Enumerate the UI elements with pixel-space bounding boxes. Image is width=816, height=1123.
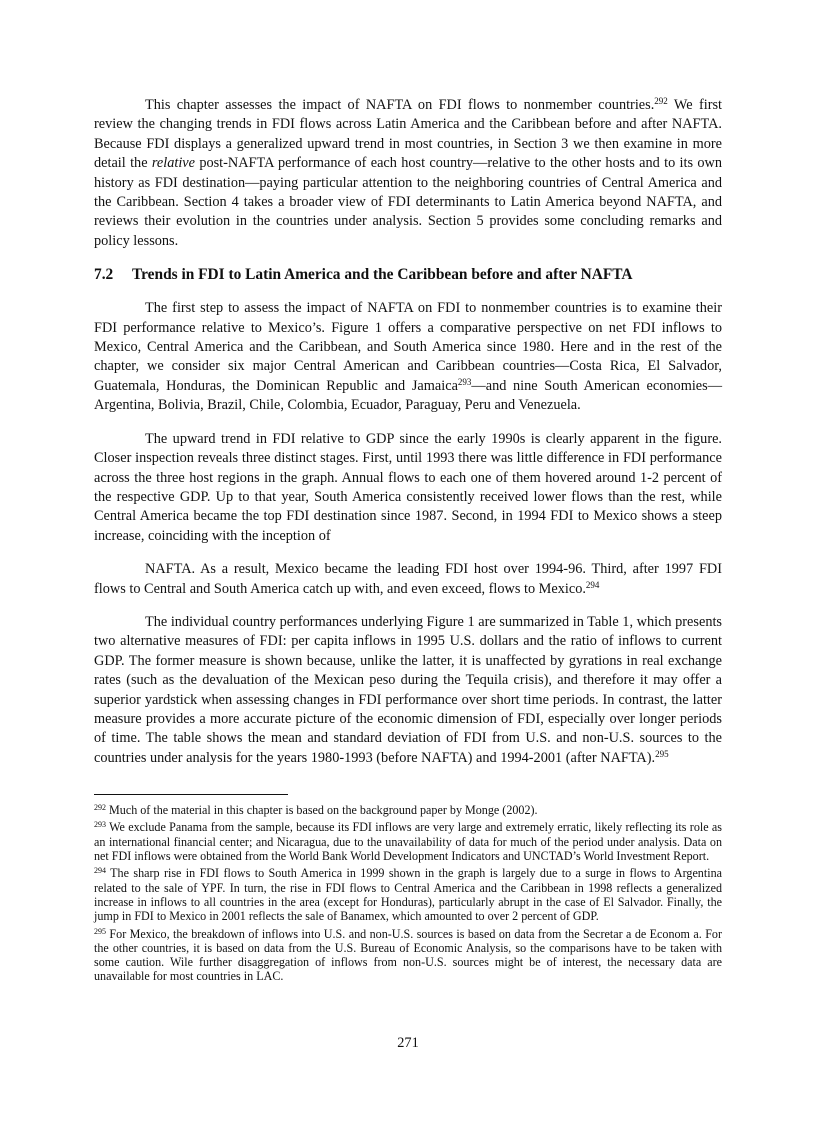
footnote-text: For Mexico, the breakdown of inflows into U.S. and non-U.S. sources is based on data from the Secretar a de Econom a. For the other countries, it is based on data from the U.S. Bureau of Economic Analysis, so the comparisons have to be taken with some caution. Wile further disaggregation of inflows from non-U.S. sources might be of interest, the necessary data are unavailable for most countries in LAC. — [94, 926, 722, 984]
footnote-292 — [94, 803, 722, 817]
paragraph-text: We first review the changing trends in FDI flows across Latin America and the Caribbean before and after NAFTA. Because FDI displays a generalized upward trend in most countries, in Section 3 we then examine in more detail the — [94, 97, 722, 172]
footnote-divider — [94, 794, 288, 795]
paragraph-nafta-result — [94, 560, 722, 599]
footnote-number: 293 — [94, 820, 106, 830]
paragraph-upward-trend: The upward trend in FDI relative to GDP since the early 1990s is clearly apparent in the figure. Closer inspection reveals three distinct stages. First, until 1993 there was little difference in FDI performance across the three host regions in the graph. Annual flows to each one of them hovered around 1-2 percent of the respective GDP. Up to that year, South America consistently received lower flows than the rest, while Central America became the top FDI destination since 1987. Second, in 1994 FDI to Mexico shows a steep increase, coinciding with the inception of — [94, 430, 722, 544]
footnote-ref-292[interactable]: 292 — [654, 96, 668, 106]
footnote-text: We exclude Panama from the sample, because its FDI inflows are very large and extremely erratic, likely reflecting its role as an international financial center; and Nicaragua, due to the unavailability of data for much of the period under analysis. Data on net FDI inflows were obtained from the World Bank World Development Indicators and UNCTAD’s World Investment Report. — [94, 820, 722, 864]
paragraph-text: NAFTA. As a result, Mexico became the leading FDI host over 1994-96. Third, after 1997 FDI flows to Central and South America catch up with, and even exceed, flows to Mexico. — [94, 561, 722, 597]
footnote-ref-295[interactable]: 295 — [655, 748, 669, 759]
footnote-text: Much of the material in this chapter is based on the background paper by Monge (2002). — [106, 803, 538, 818]
paragraph-text: This chapter assesses the impact of NAFTA on FDI flows to nonmember countries. — [145, 97, 655, 113]
footnote-number: 295 — [94, 926, 106, 936]
footnote-text: The sharp rise in FDI flows to South America in 1999 shown in the graph is largely due to a surge in flows to Argentina related to the sale of YPF. In turn, the rise in FDI flows to Central America and the Caribbean in 1998 reflects a generalized increase in inflows to all countries in the area (except for Honduras), particularly abrupt in the case of El Salvador. Finally, the jump in FDI to Mexico in 2001 reflects the sale of Banamex, which amounted to over 2 percent of GDP. — [94, 866, 722, 924]
paragraph-individual — [94, 613, 722, 768]
footnote-number: 292 — [94, 803, 106, 813]
section-heading — [94, 265, 722, 285]
paragraph-intro — [94, 96, 722, 251]
footnote-295 — [94, 927, 722, 984]
footnote-ref-294[interactable]: 294 — [585, 579, 600, 590]
page-number: 271 — [397, 1035, 419, 1051]
page-content — [94, 96, 722, 987]
section-number: 7.2 — [94, 266, 114, 284]
paragraph-text: post-NAFTA performance of each host country—relative to the other hosts and to its own history as FDI destination—paying particular attention to the neighboring countries of Central America and the Caribbean. Section 4 takes a broader view of FDI determinants to Latin America beyond NAFTA, and reviews their evolution in the countries under analysis. Section 5 provides some concluding remarks and policy lessons. — [94, 155, 722, 249]
paragraph-text: The first step to assess the impact of NAFTA on FDI to nonmember countries is to examine their FDI performance relative to Mexico’s. Figure 1 offers a comparative perspective on net FDI inflows to Mexico, Central America and the Caribbean, and South America since 1980. Here and in the rest of the chapter, we consider six major Central American and Caribbean countries—Costa Rica, El Salvador, Guatemala, Honduras, the Dominican Republic and Jamaica — [94, 300, 722, 394]
paragraph-first-step — [94, 299, 722, 415]
section-title: Trends in FDI to Latin America and the Caribbean before and after NAFTA — [132, 266, 633, 284]
footnote-ref-293[interactable]: 293 — [457, 376, 472, 387]
footnote-number: 294 — [94, 866, 106, 876]
paragraph-text: The individual country performances underlying Figure 1 are summarized in Table 1, which presents two alternative measures of FDI: per capita inflows in 1995 U.S. dollars and the ratio of inflows to current GDP. The former measure is shown because, unlike the latter, it is unaffected by gyrations in real exchange rates (such as the devaluation of the Mexican peso during the Tequila crisis), and therefore it may offer a superior yardstick when assessing changes in FDI performance over short time periods. In contrast, the latter measure provides a more accurate picture of the economic dimension of FDI, especially over longer periods of time. The table shows the mean and standard deviation of FDI from U.S. and non-U.S. sources to the countries under analysis for the years 1980-1993 (before NAFTA) and 1994-2001 (after NAFTA). — [94, 613, 722, 766]
footnote-294 — [94, 866, 722, 923]
paragraph-text: —and nine South American economies—Argentina, Bolivia, Brazil, Chile, Colombia, Ecuador, Paraguay, Peru and Venezuela. — [94, 377, 722, 414]
emphasis-text: relative — [151, 155, 195, 172]
footnote-293 — [94, 820, 722, 863]
